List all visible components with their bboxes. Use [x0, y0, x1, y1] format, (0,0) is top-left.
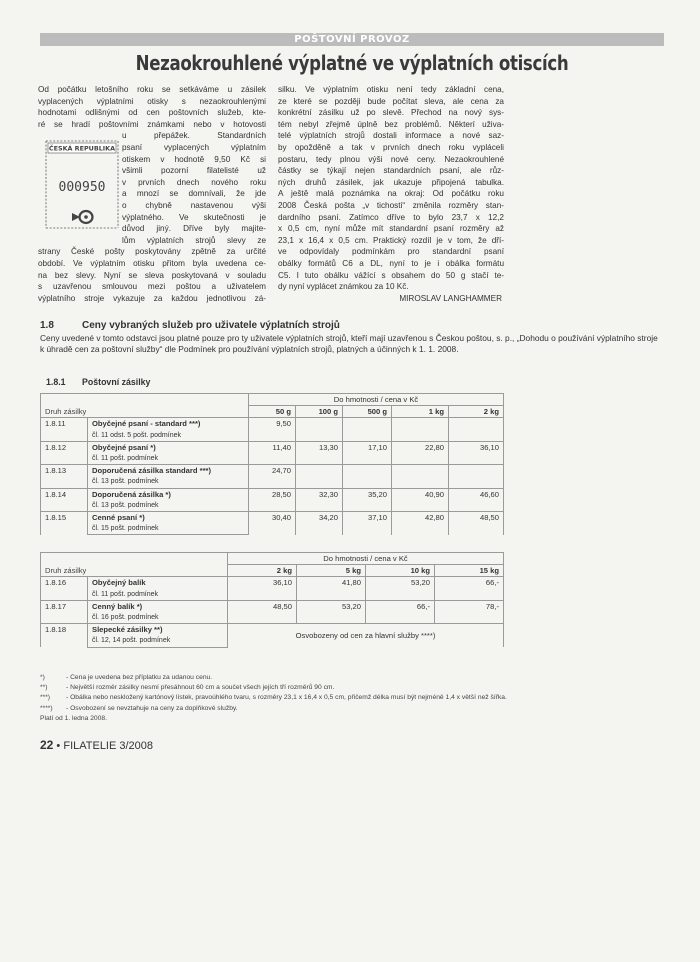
row-price — [343, 418, 392, 441]
row-price — [392, 465, 449, 488]
article-column-left — [38, 84, 266, 304]
row-price: 11,40 — [249, 441, 296, 464]
text-line: silku. Ve výplatním otisku není tedy základní cena, — [278, 85, 504, 94]
text-line: obálky formátů C6 a DL, nyní to je i obálka formátu — [278, 258, 504, 268]
row-price: 78,- — [435, 600, 504, 623]
text-line: na bez slevy. Nyní se sleva poskytovaná v souladu — [38, 270, 266, 280]
stamp-value: 000950 — [58, 180, 106, 195]
table-weight-header: 15 kg — [435, 565, 504, 577]
text-line: dy nyní vyplácet známkou za 10 Kč. — [278, 282, 409, 292]
footnote-text: - Cena je uvedena bez příplatku za udanou cenu. — [66, 674, 213, 681]
row-price: 48,50 — [228, 600, 297, 623]
table-header-blank — [41, 553, 228, 565]
text-line: ve odpovídaly podmínkám pro standardní psaní — [278, 247, 504, 257]
footer-bullet: • — [56, 740, 61, 752]
row-price: 34,20 — [296, 512, 343, 535]
text-line: Od počátku letošního roku se setkáváme u zásilek — [38, 85, 266, 94]
footnote — [40, 683, 664, 693]
row-service-name: Slepecké zásilky **) — [88, 624, 228, 636]
row-price — [449, 418, 504, 441]
row-service-name: Obyčejné psaní *) — [88, 441, 249, 453]
table-header-left: Druh zásilky — [41, 565, 228, 577]
text-line: ré se hradí poštovními známkami nebo v hotovosti — [38, 119, 266, 129]
table-header-row — [41, 394, 504, 406]
row-price: 17,10 — [343, 441, 392, 464]
text-line: důvod jiný. Dříve byly majite- — [122, 224, 266, 234]
text-line: 2008 Česká pošta „v tichosti“ změnila rozměry stan- — [278, 200, 504, 210]
row-price: 48,50 — [449, 512, 504, 535]
stamp-country: ČESKÁ REPUBLIKA — [48, 144, 116, 153]
footnote-text: - Největší rozměr zásilky nesmí přesáhnout 60 cm a součet všech jejích tří rozměrů 90 cm. — [66, 684, 335, 692]
table-header-group: Do hmotnosti / cena v Kč — [228, 553, 504, 565]
row-conditions-note: čl. 15 pošt. podmínek — [88, 523, 249, 535]
text-line: v prvních dnech nového roku — [122, 177, 266, 187]
text-line: dardního psaní. Zatímco dříve to bylo 23,7 x 12,2 — [278, 212, 504, 222]
row-price: 41,80 — [297, 577, 366, 600]
table-header-row — [41, 565, 504, 577]
row-code: 1.8.15 — [41, 512, 88, 535]
text-line: C5. I tuto obálku vážící s obsahem do 50 g stačí te- — [278, 270, 504, 280]
text-line: 23,1 x 16,4 x 0,5 cm. Praktický rozdíl je v tom, že dří- — [278, 235, 504, 245]
table-header-row — [41, 553, 504, 565]
row-price: 42,80 — [392, 512, 449, 535]
table-weight-header: 1 kg — [392, 406, 449, 418]
row-price: 13,30 — [296, 441, 343, 464]
subsection-title: Poštovní zásilky — [82, 377, 151, 387]
row-code: 1.8.14 — [41, 488, 88, 511]
row-code: 1.8.12 — [41, 441, 88, 464]
rates-table-letters — [40, 393, 504, 535]
footnote — [40, 704, 664, 714]
table-row — [41, 488, 504, 500]
row-price: 36,10 — [449, 441, 504, 464]
text-line: otiskem v hodnotě 9,50 Kč si — [122, 154, 266, 164]
table-header-blank — [41, 394, 249, 406]
row-price — [296, 465, 343, 488]
article-column-right — [278, 84, 504, 304]
row-service-name: Obyčejné psaní - standard ***) — [88, 418, 249, 430]
text-line: ných druhů zásilek, jak ukazuje připojená tabulka. — [278, 177, 504, 187]
footnote-mark: *) — [40, 674, 45, 681]
text-line: vyplacených výplatními otisky s nezaokrouhlenými — [38, 96, 266, 106]
row-price: 9,50 — [249, 418, 296, 441]
table-row — [41, 624, 504, 636]
text-line: u přepážek. Standardních — [122, 131, 266, 141]
row-conditions-note: čl. 11 pošt. podmínek — [88, 453, 249, 465]
row-code: 1.8.16 — [41, 577, 88, 600]
text-line: postaru, tedy plnou výši nové ceny. Nezaokrouhlené — [278, 154, 504, 164]
row-conditions-note: čl. 11 odst. 5 pošt. podmínek — [88, 430, 249, 442]
section-banner: POŠTOVNÍ PROVOZ — [40, 33, 664, 46]
footnote — [40, 673, 664, 683]
table-weight-header: 100 g — [296, 406, 343, 418]
row-price: 30,40 — [249, 512, 296, 535]
text-line: telé výplatních strojů dostali informace a nové saz- — [278, 131, 504, 141]
subsection-number: 1.8.1 — [46, 377, 66, 387]
text-line: všimli pozorní filatelisté už — [122, 166, 266, 176]
page-number: 22 — [40, 738, 54, 752]
row-price: 28,50 — [249, 488, 296, 511]
row-price: 22,80 — [392, 441, 449, 464]
page-footer — [40, 738, 153, 752]
table-header-row — [41, 406, 504, 418]
row-conditions-note: čl. 13 pošt. podmínek — [88, 500, 249, 512]
row-service-name: Doporučená zásilka *) — [88, 488, 249, 500]
row-price: 53,20 — [297, 600, 366, 623]
row-conditions-note: čl. 13 pošt. podmínek — [88, 476, 249, 488]
text-line: by opožděně a tak v prvních dnech roku vypláceli — [278, 142, 504, 152]
footnote-mark: **) — [40, 684, 48, 692]
row-code: 1.8.13 — [41, 465, 88, 488]
row-conditions-note: čl. 16 pošt. podmínek — [88, 612, 228, 624]
row-code: 1.8.17 — [41, 600, 88, 623]
table-weight-header: 5 kg — [297, 565, 366, 577]
row-price: 46,60 — [449, 488, 504, 511]
row-service-name: Cenný balík *) — [88, 600, 228, 612]
text-line: x 0,5 cm, nyní může mít standardní psaní rozměry až — [278, 224, 504, 234]
text-line: lům výplatních strojů slevy ze — [122, 235, 266, 245]
row-price: 40,90 — [392, 488, 449, 511]
row-conditions-note: čl. 11 pošt. podmínek — [88, 589, 228, 601]
footnote-text: - Obálka nebo neskložený kartónový lístek, pravoúhlého tvaru, s rozměry 23,1 x 16,4 x 0,5 cm, přičemž délka musí být nejméně 1,4 x větší než šířka. — [66, 694, 507, 702]
row-exemption: Osvobozeny od cen za hlavní služby ****) — [228, 624, 504, 647]
row-conditions-note: čl. 12, 14 pošt. podmínek — [88, 635, 228, 647]
table-row — [41, 441, 504, 453]
row-price: 32,30 — [296, 488, 343, 511]
table-weight-header: 2 kg — [228, 565, 297, 577]
text-line: s uzavřenou smlouvou mezi poštou a uživatelem — [38, 282, 266, 292]
text-line: období. Ve výplatním otisku přitom byla uvedena ce- — [38, 258, 266, 268]
row-price — [392, 418, 449, 441]
text-line: a mnozí se domnívali, že jde — [122, 189, 266, 199]
section-title: Ceny vybraných služeb pro uživatele výplatních strojů — [82, 320, 340, 331]
section-intro: Ceny uvedené v tomto odstavci jsou platné pouze pro ty uživatele výplatních strojů, kteří mají uzavřenou s Českou poštou, s. p., „Dohodu o používání výplatního stroje k úhradě cen za poštovní služby“ dle Podmínek pro používání výplatních strojů, platných a účinných k 1. 1. 2008. — [40, 333, 658, 355]
row-service-name: Obyčejný balík — [88, 577, 228, 589]
row-price — [296, 418, 343, 441]
row-code: 1.8.18 — [41, 624, 88, 647]
table-row — [41, 465, 504, 477]
text-line: strany České pošty poskytovány zpětně za určité — [38, 247, 266, 257]
row-service-name: Doporučená zásilka standard ***) — [88, 465, 249, 477]
magazine-issue: FILATELIE 3/2008 — [63, 740, 154, 752]
table-header-left: Druh zásilky — [41, 406, 249, 418]
row-price: 66,- — [435, 577, 504, 600]
text-line: hodnotami odlišnými od cen poštovních služeb, kte- — [38, 108, 266, 118]
text-line: konkrétní zásilku už po slevě. Přechod na nový sys- — [278, 108, 504, 118]
valid-from-note: Platí od 1. ledna 2008. — [40, 714, 107, 722]
text-line: výplatného. Ve skutečnosti je — [122, 212, 266, 222]
row-service-name: Cenné psaní *) — [88, 512, 249, 524]
row-price: 53,20 — [366, 577, 435, 600]
row-price: 35,20 — [343, 488, 392, 511]
row-price — [449, 465, 504, 488]
text-line: A ještě malá poznámka na okraj: Od počátku roku — [278, 189, 504, 199]
row-price: 24,70 — [249, 465, 296, 488]
row-price — [343, 465, 392, 488]
table-row — [41, 600, 504, 612]
row-code: 1.8.11 — [41, 418, 88, 441]
footnote-mark: ****) — [40, 704, 53, 712]
text-line: výplatního stroje vykazuje za každou jednotlivou zá- — [38, 293, 266, 303]
footnote-text: - Osvobození se nevztahuje na ceny za doplňkové služby. — [66, 704, 238, 712]
text-line: ze které se později bude počítat sleva, ale cena za — [278, 96, 504, 106]
footnotes — [40, 673, 664, 724]
text-line: o chybně nastavenou výši — [122, 200, 266, 210]
text-line: tém nebyl zřejmě úplně bez problémů. Některí uživa- — [278, 119, 504, 129]
text-line: psaní vyplacených výplatním — [122, 142, 266, 152]
table-weight-header: 2 kg — [449, 406, 504, 418]
table-weight-header: 10 kg — [366, 565, 435, 577]
article-author: MIROSLAV LANGHAMMER — [399, 293, 502, 303]
table-row — [41, 512, 504, 524]
subsection-heading — [46, 377, 150, 387]
table-weight-header: 500 g — [343, 406, 392, 418]
table-weight-header: 50 g — [249, 406, 296, 418]
rates-table-parcels — [40, 552, 504, 648]
table-row — [41, 577, 504, 589]
row-price: 37,10 — [343, 512, 392, 535]
footnote-mark: ***) — [40, 694, 51, 702]
table-header-group: Do hmotnosti / cena v Kč — [249, 394, 504, 406]
section-number: 1.8 — [40, 320, 54, 331]
footnote — [40, 693, 664, 703]
row-price: 66,- — [366, 600, 435, 623]
row-price: 36,10 — [228, 577, 297, 600]
table-row — [41, 418, 504, 430]
text-line: částky se týkají nejen standardních psaní, ale růz- — [278, 166, 504, 176]
article-title: Nezaokrouhlené výplatné ve výplatních otiscích — [135, 51, 569, 75]
section-heading — [40, 320, 340, 331]
